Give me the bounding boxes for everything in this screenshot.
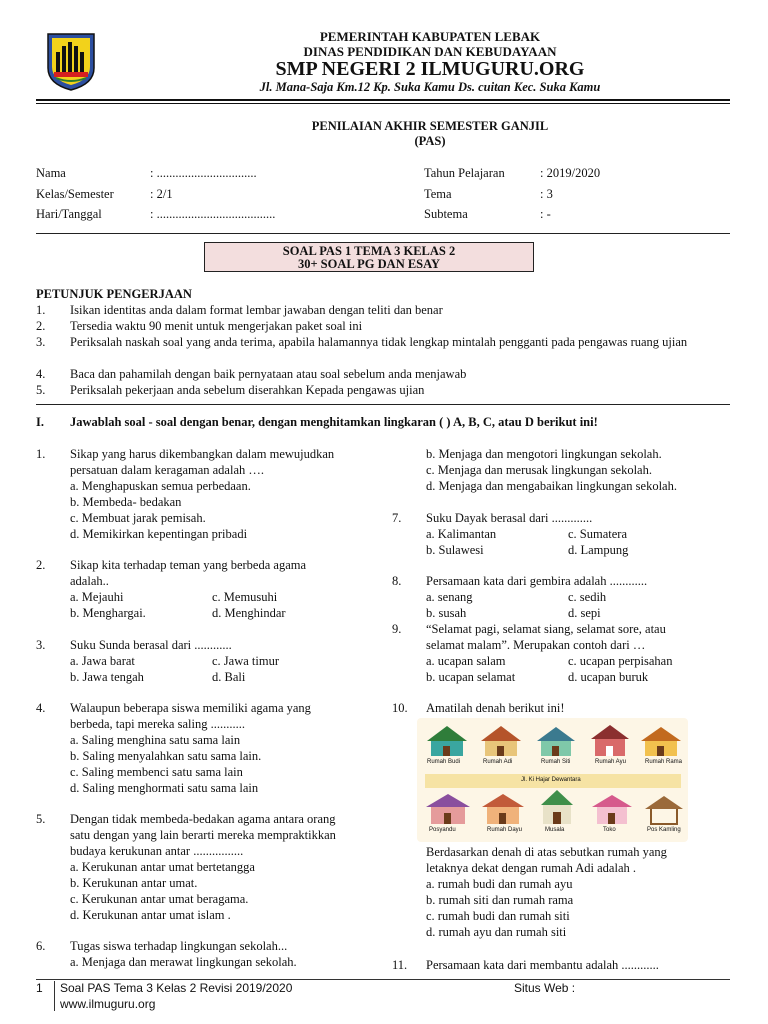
option[interactable]: a. ucapan salam bbox=[426, 654, 506, 668]
section-number: I. bbox=[36, 415, 44, 429]
option[interactable]: d. Kerukunan antar umat islam . bbox=[70, 908, 231, 922]
section-rule bbox=[36, 404, 730, 405]
school-crest-icon bbox=[44, 32, 98, 92]
school-address: Jl. Mana-Saja Km.12 Kp. Suka Kamu Ds. cuitan Kec. Suka Kamu bbox=[259, 80, 601, 94]
map-label: Musala bbox=[545, 827, 565, 833]
subtema-value: : - bbox=[540, 207, 551, 221]
map-label: Rumah Ayu bbox=[595, 759, 626, 765]
header-rule bbox=[36, 99, 730, 101]
option[interactable]: a. Kalimantan bbox=[426, 527, 497, 541]
school-name: SMP NEGERI 2 ILMUGURU.ORG bbox=[275, 58, 585, 80]
option[interactable]: d. Memikirkan kepentingan pribadi bbox=[70, 527, 248, 541]
option[interactable]: c. sedih bbox=[568, 590, 607, 604]
option[interactable]: a. Menghapuskan semua perbedaan. bbox=[70, 479, 251, 493]
option[interactable]: d. Menjaga dan mengabaikan lingkungan sekolah. bbox=[426, 479, 677, 493]
hari-label: Hari/Tanggal bbox=[36, 207, 102, 221]
header-rule-thin bbox=[36, 103, 730, 104]
subtema-label: Subtema bbox=[424, 207, 468, 221]
option[interactable]: d. sepi bbox=[568, 606, 601, 620]
option[interactable]: b. Saling menyalahkan satu sama lain. bbox=[70, 749, 262, 763]
exam-banner bbox=[204, 242, 534, 272]
tema-label: Tema bbox=[424, 187, 452, 201]
option[interactable]: c. ucapan perpisahan bbox=[568, 654, 673, 668]
option[interactable]: c. Sumatera bbox=[568, 527, 628, 541]
map-label: Rumah Adi bbox=[483, 759, 513, 765]
option[interactable]: c. Jawa timur bbox=[212, 654, 279, 668]
footer-doc-title: Soal PAS Tema 3 Kelas 2 Revisi 2019/2020 bbox=[60, 981, 293, 995]
nama-field[interactable]: : ................................ bbox=[150, 166, 257, 180]
tema-value: : 3 bbox=[540, 187, 553, 201]
option[interactable]: c. Menjaga dan merusak lingkungan sekolah. bbox=[426, 463, 652, 477]
map-label: Posyandu bbox=[429, 827, 456, 833]
footer-rule bbox=[36, 979, 730, 980]
header-line-2: DINAS PENDIDIKAN DAN KEBUDAYAAN bbox=[303, 44, 557, 59]
option[interactable]: b. rumah siti dan rumah rama bbox=[426, 893, 574, 907]
footer-divider bbox=[54, 981, 55, 1011]
footer-url-link[interactable]: www.ilmuguru.org bbox=[60, 997, 156, 1011]
option[interactable]: c. Kerukunan antar umat beragama. bbox=[70, 892, 249, 906]
option[interactable]: a. Saling menghina satu sama lain bbox=[70, 733, 241, 747]
tahun-label: Tahun Pelajaran bbox=[424, 166, 505, 180]
neighborhood-map bbox=[417, 718, 688, 842]
option[interactable]: a. Mejauhi bbox=[70, 590, 124, 604]
nama-label: Nama bbox=[36, 166, 66, 180]
footer-site-label: Situs Web : bbox=[514, 981, 576, 995]
option[interactable]: b. Menghargai. bbox=[70, 606, 146, 620]
option[interactable]: a. senang bbox=[426, 590, 473, 604]
option[interactable]: b. Menjaga dan mengotori lingkungan sekolah. bbox=[426, 447, 662, 461]
exam-subtitle: (PAS) bbox=[414, 134, 446, 148]
instructions-heading: PETUNJUK PENGERJAAN bbox=[36, 287, 192, 301]
banner-line-1: SOAL PAS 1 TEMA 3 KELAS 2 bbox=[282, 244, 456, 258]
option[interactable]: d. Bali bbox=[212, 670, 246, 684]
option[interactable]: d. Lampung bbox=[568, 543, 629, 557]
option[interactable]: c. Memusuhi bbox=[212, 590, 278, 604]
option[interactable]: b. ucapan selamat bbox=[426, 670, 516, 684]
section-instruction: Jawablah soal - soal dengan benar, dengan menghitamkan lingkaran ( ) A, B, C, atau D berikut ini! bbox=[70, 415, 598, 429]
kelas-label: Kelas/Semester bbox=[36, 187, 114, 201]
option[interactable]: d. rumah ayu dan rumah siti bbox=[426, 925, 567, 939]
option[interactable]: a. Kerukunan antar umat bertetangga bbox=[70, 860, 255, 874]
option[interactable]: d. Saling menghormati satu sama lain bbox=[70, 781, 259, 795]
option[interactable]: c. Membuat jarak pemisah. bbox=[70, 511, 206, 525]
info-rule bbox=[36, 233, 730, 234]
option[interactable]: b. Sulawesi bbox=[426, 543, 484, 557]
road-label: Jl. Ki Hajar Dewantara bbox=[521, 777, 581, 783]
kelas-value: : 2/1 bbox=[150, 187, 173, 201]
header-line-1: PEMERINTAH KABUPATEN LEBAK bbox=[319, 29, 541, 44]
map-label: Toko bbox=[603, 827, 616, 833]
map-label: Rumah Siti bbox=[541, 759, 571, 765]
hari-field[interactable]: : ...................................... bbox=[150, 207, 276, 221]
banner-line-2: 30+ SOAL PG DAN ESAY bbox=[297, 257, 441, 271]
map-label: Rumah Dayu bbox=[487, 827, 523, 833]
option[interactable]: a. rumah budi dan rumah ayu bbox=[426, 877, 573, 891]
exam-title: PENILAIAN AKHIR SEMESTER GANJIL bbox=[311, 119, 549, 133]
option[interactable]: b. Jawa tengah bbox=[70, 670, 144, 684]
question-6-continued bbox=[426, 446, 736, 494]
page-number: 1 bbox=[36, 981, 43, 995]
option[interactable]: a. Jawa barat bbox=[70, 654, 135, 668]
tahun-value: : 2019/2020 bbox=[540, 166, 601, 180]
option[interactable]: b. susah bbox=[426, 606, 467, 620]
map-label: Pos Kamling bbox=[647, 827, 681, 833]
option[interactable]: c. Saling membenci satu sama lain bbox=[70, 765, 243, 779]
question-10-body: Berdasarkan denah di atas sebutkan rumah yang letaknya dekat dengan rumah Adi adalah . a. rumah budi dan rumah ayu b. rumah siti dan rumah rama c. rumah budi dan rumah siti d. rumah ayu dan rumah siti bbox=[426, 844, 736, 940]
option[interactable]: b. Membeda- bedakan bbox=[70, 495, 182, 509]
option[interactable]: d. Menghindar bbox=[212, 606, 286, 620]
option[interactable]: a. Menjaga dan merawat lingkungan sekolah. bbox=[70, 955, 297, 969]
option[interactable]: d. ucapan buruk bbox=[568, 670, 649, 684]
map-label: Rumah Budi bbox=[427, 759, 461, 765]
option[interactable]: c. rumah budi dan rumah siti bbox=[426, 909, 570, 923]
map-label: Rumah Rama bbox=[645, 759, 683, 765]
option[interactable]: b. Kerukunan antar umat. bbox=[70, 876, 198, 890]
